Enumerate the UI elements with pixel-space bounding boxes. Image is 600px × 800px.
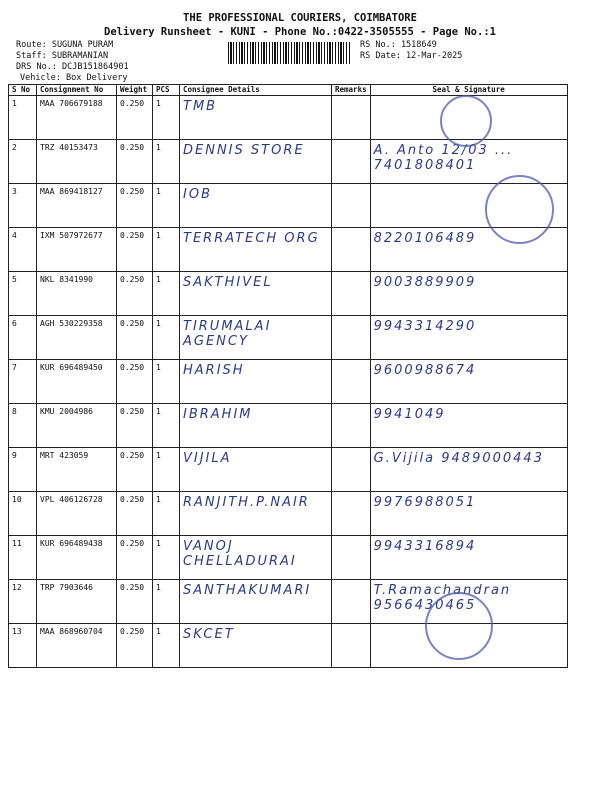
cell-pcs: 1 <box>153 140 180 184</box>
delivery-table <box>8 84 568 668</box>
rs-no-label: RS No.: 1518649 <box>360 40 437 50</box>
col-consignment: Consignment No <box>37 85 117 96</box>
table-row <box>9 140 568 184</box>
cell-pcs: 1 <box>153 404 180 448</box>
cell-weight: 0.250 <box>117 360 153 404</box>
cell-pcs: 1 <box>153 360 180 404</box>
cell-signature: T.Ramachandran 9566430465 <box>370 580 567 624</box>
drs-label: DRS No.: DCJB151864901 <box>16 62 129 72</box>
seal-stamp <box>425 592 493 660</box>
cell-sno: 4 <box>9 228 37 272</box>
cell-consignee: IOB <box>180 184 332 228</box>
cell-remarks <box>332 228 371 272</box>
cell-consignment: IXM 507972677 <box>37 228 117 272</box>
cell-signature: 9943314290 <box>370 316 567 360</box>
cell-consignment: NKL 8341990 <box>37 272 117 316</box>
cell-sno: 10 <box>9 492 37 536</box>
cell-sno: 8 <box>9 404 37 448</box>
col-sno: S No <box>9 85 37 96</box>
table-row <box>9 316 568 360</box>
cell-remarks <box>332 360 371 404</box>
cell-remarks <box>332 316 371 360</box>
cell-pcs: 1 <box>153 184 180 228</box>
table-row <box>9 536 568 580</box>
cell-consignee: TIRUMALAI AGENCY <box>180 316 332 360</box>
table-row <box>9 448 568 492</box>
cell-sno: 12 <box>9 580 37 624</box>
cell-consignment: MAA 868960704 <box>37 624 117 668</box>
seal-stamp <box>440 95 492 147</box>
col-weight: Weight <box>117 85 153 96</box>
cell-consignment: AGH 530229358 <box>37 316 117 360</box>
cell-remarks <box>332 448 371 492</box>
cell-pcs: 1 <box>153 228 180 272</box>
cell-remarks <box>332 272 371 316</box>
cell-consignment: KUR 696489450 <box>37 360 117 404</box>
cell-consignee: TMB <box>180 96 332 140</box>
cell-sno: 5 <box>9 272 37 316</box>
cell-consignee: DENNIS STORE <box>180 140 332 184</box>
col-consignee: Consignee Details <box>180 85 332 96</box>
cell-consignment: MAA 869418127 <box>37 184 117 228</box>
cell-signature: 8220106489 <box>370 228 567 272</box>
cell-consignee: IBRAHIM <box>180 404 332 448</box>
col-pcs: PCS <box>153 85 180 96</box>
cell-remarks <box>332 140 371 184</box>
cell-signature: 9003889909 <box>370 272 567 316</box>
cell-remarks <box>332 624 371 668</box>
runsheet-info-left <box>16 40 129 84</box>
cell-consignment: KMU 2004986 <box>37 404 117 448</box>
cell-weight: 0.250 <box>117 580 153 624</box>
cell-signature: 9600988674 <box>370 360 567 404</box>
cell-signature: 9943316894 <box>370 536 567 580</box>
route-label: Route: SUGUNA PURAM <box>16 40 114 50</box>
cell-pcs: 1 <box>153 492 180 536</box>
cell-weight: 0.250 <box>117 140 153 184</box>
staff-label: Staff: SUBRAMANIAN <box>16 51 109 61</box>
cell-weight: 0.250 <box>117 404 153 448</box>
cell-weight: 0.250 <box>117 272 153 316</box>
cell-consignment: KUR 696489438 <box>37 536 117 580</box>
cell-weight: 0.250 <box>117 536 153 580</box>
col-remarks: Remarks <box>332 85 371 96</box>
table-row <box>9 228 568 272</box>
cell-sno: 13 <box>9 624 37 668</box>
cell-consignee: SAKTHIVEL <box>180 272 332 316</box>
col-signature: Seal & Signature <box>370 85 567 96</box>
runsheet-info-right <box>360 40 462 62</box>
table-row <box>9 184 568 228</box>
rs-date-label: RS Date: 12-Mar-2025 <box>360 51 463 61</box>
cell-consignee: RANJITH.P.NAIR <box>180 492 332 536</box>
cell-remarks <box>332 492 371 536</box>
seal-stamp <box>485 175 554 244</box>
cell-consignee: TERRATECH ORG <box>180 228 332 272</box>
cell-pcs: 1 <box>153 96 180 140</box>
cell-sno: 1 <box>9 96 37 140</box>
company-title: THE PROFESSIONAL COURIERS, COIMBATORE <box>183 12 417 24</box>
cell-signature: 9941049 <box>370 404 567 448</box>
cell-weight: 0.250 <box>117 316 153 360</box>
cell-sno: 2 <box>9 140 37 184</box>
runsheet-subtitle: Delivery Runsheet - KUNI - Phone No.:0422-3505555 - Page No.:1 <box>104 26 496 38</box>
cell-consignee: HARISH <box>180 360 332 404</box>
cell-weight: 0.250 <box>117 96 153 140</box>
cell-consignee: SKCET <box>180 624 332 668</box>
table-header-row <box>9 85 568 96</box>
cell-sno: 3 <box>9 184 37 228</box>
table-row <box>9 492 568 536</box>
cell-consignment: TRP 7903646 <box>37 580 117 624</box>
table-row <box>9 360 568 404</box>
vehicle-label: Vehicle: Box Delivery <box>20 73 128 83</box>
cell-pcs: 1 <box>153 624 180 668</box>
cell-consignee: VIJILA <box>180 448 332 492</box>
cell-pcs: 1 <box>153 448 180 492</box>
cell-consignment: VPL 406126728 <box>37 492 117 536</box>
cell-weight: 0.250 <box>117 448 153 492</box>
cell-consignee: VANOJ CHELLADURAI <box>180 536 332 580</box>
cell-signature: G.Vijila 9489000443 <box>370 448 567 492</box>
cell-consignment: TRZ 40153473 <box>37 140 117 184</box>
cell-pcs: 1 <box>153 536 180 580</box>
cell-remarks <box>332 536 371 580</box>
cell-remarks <box>332 404 371 448</box>
cell-sno: 9 <box>9 448 37 492</box>
cell-pcs: 1 <box>153 272 180 316</box>
cell-consignment: MRT 423059 <box>37 448 117 492</box>
cell-weight: 0.250 <box>117 228 153 272</box>
cell-pcs: 1 <box>153 316 180 360</box>
cell-consignment: MAA 706679188 <box>37 96 117 140</box>
cell-sno: 6 <box>9 316 37 360</box>
barcode <box>228 42 350 64</box>
cell-signature: 9976988051 <box>370 492 567 536</box>
cell-remarks <box>332 184 371 228</box>
cell-sno: 7 <box>9 360 37 404</box>
cell-signature: A. Anto 12/03 ... 7401808401 <box>370 140 567 184</box>
table-row <box>9 272 568 316</box>
cell-consignee: SANTHAKUMARI <box>180 580 332 624</box>
cell-weight: 0.250 <box>117 184 153 228</box>
cell-remarks <box>332 580 371 624</box>
cell-weight: 0.250 <box>117 624 153 668</box>
table-row <box>9 404 568 448</box>
cell-pcs: 1 <box>153 580 180 624</box>
cell-remarks <box>332 96 371 140</box>
cell-weight: 0.250 <box>117 492 153 536</box>
cell-sno: 11 <box>9 536 37 580</box>
